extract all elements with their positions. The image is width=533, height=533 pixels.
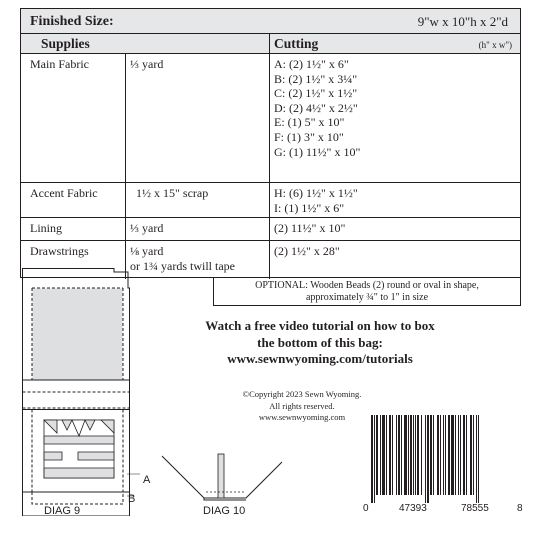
cutting-list: [274, 241, 519, 279]
finished-size-row: [21, 9, 520, 34]
barcode-bar: [425, 415, 426, 503]
barcode-bar: [427, 415, 429, 503]
cut-line: F: (1) 3" x 10": [274, 129, 344, 144]
table-row: [21, 54, 520, 183]
barcode-bar: [376, 415, 378, 495]
supply-name: Lining: [30, 221, 62, 235]
optional-line: approximately ¾" to 1" in size: [305, 292, 429, 303]
supply-amount: 1½ x 15" scrap: [136, 186, 209, 200]
barcode-bar: [466, 415, 467, 495]
barcode-bar: [389, 415, 391, 495]
cut-line: C: (2) 1½" x 1½": [274, 86, 358, 101]
amount-line: or 1¾ yards twill tape: [130, 258, 235, 273]
cut-line: (2) 11½" x 10": [274, 221, 346, 235]
tutorial-note: [165, 318, 475, 368]
barcode-image: [363, 413, 525, 503]
cut-line: I: (1) 1½" x 6": [274, 200, 345, 215]
copyright-block: [222, 389, 382, 424]
optional-note: [213, 278, 521, 306]
barcode-bar: [404, 415, 407, 495]
barcode-bar: [478, 415, 479, 503]
tutorial-url[interactable]: www.sewnwyoming.com/tutorials: [227, 351, 413, 366]
cut-line: A: (2) 1½" x 6": [274, 57, 349, 71]
barcode-bar: [401, 415, 402, 495]
table-row: [21, 183, 520, 218]
barcode-bar: [440, 415, 441, 495]
supply-amount: ⅓ yard: [130, 57, 164, 71]
barcode-bar: [473, 415, 474, 495]
barcode-bar: [371, 415, 373, 503]
diagram-9-illustration: [22, 268, 162, 516]
supply-name: Drawstrings: [30, 244, 89, 258]
diagram-10-label: DIAG 10: [203, 505, 246, 517]
barcode-bar: [451, 415, 454, 495]
diagram-label-a: A: [143, 474, 151, 486]
barcode-bar: [433, 415, 434, 495]
copyright-line: All rights reserved.: [269, 400, 335, 411]
barcode-bar: [460, 415, 461, 495]
diagram-9-label: DIAG 9: [44, 505, 81, 517]
barcode-bar: [374, 415, 375, 503]
cutting-header: Cutting: [274, 36, 319, 51]
finished-size-value: 9"w x 10"h x 2"d: [417, 14, 508, 29]
barcode-bar: [415, 415, 416, 495]
copyright-line: ©Copyright 2023 Sewn Wyoming.: [242, 389, 362, 399]
cutting-list: [274, 183, 519, 217]
barcode-bar: [410, 415, 412, 495]
barcode-bar: [455, 415, 456, 495]
barcode-bar: [463, 415, 465, 495]
diagram-label-b: B: [128, 493, 136, 505]
barcode-bar: [430, 415, 432, 495]
barcode-bar: [392, 415, 393, 495]
barcode-bar: [413, 415, 414, 495]
cut-line: (2) 1½" x 28": [274, 244, 340, 258]
barcode-digit-first: 0: [363, 503, 369, 514]
barcode-bar: [396, 415, 397, 495]
barcode-bar: [380, 415, 381, 495]
barcode-bar: [448, 415, 450, 495]
barcode-bar: [386, 415, 387, 495]
barcode-group-2: 78555: [461, 503, 489, 514]
cut-line: E: (1) 5" x 10": [274, 115, 345, 130]
table-header-row: [21, 34, 520, 54]
barcode-bar: [458, 415, 459, 495]
barcode-digit-last: 8: [517, 503, 523, 514]
barcode-bar: [382, 415, 385, 495]
supply-amount: ⅓ yard: [130, 221, 164, 235]
cutting-list: [274, 218, 519, 240]
cutting-unit-note: (h" x w"): [478, 40, 512, 50]
barcode-group-1: 47393: [399, 503, 427, 514]
cut-line: B: (2) 1½" x 3¼": [274, 71, 358, 86]
barcode-number: [363, 503, 525, 517]
cut-line: H: (6) 1½" x 1½": [274, 186, 358, 200]
barcode-bar: [421, 415, 422, 495]
table-row: [21, 218, 520, 241]
finished-size-label: Finished Size:: [30, 14, 114, 29]
barcode-bar: [443, 415, 444, 495]
optional-line: OPTIONAL: Wooden Beads (2) round or oval in shape,: [255, 280, 479, 291]
barcode-bar: [398, 415, 400, 495]
cut-line: D: (2) 4½" x 2½": [274, 100, 358, 115]
amount-line: ⅛ yard: [130, 244, 164, 258]
cut-line: G: (1) 11½" x 10": [274, 144, 361, 159]
barcode-bar: [437, 415, 439, 495]
barcode-bar: [417, 415, 419, 495]
supplies-header: Supplies: [41, 36, 90, 51]
supply-name: Main Fabric: [30, 57, 89, 71]
barcode-bar: [476, 415, 477, 503]
barcode-bar: [445, 415, 446, 495]
supply-name: Accent Fabric: [30, 186, 98, 200]
barcode-bar: [470, 415, 472, 495]
supplies-table: [20, 8, 521, 278]
tutorial-line: Watch a free video tutorial on how to box: [205, 318, 435, 333]
barcode-bar: [408, 415, 409, 495]
website-link[interactable]: www.sewnwyoming.com: [258, 412, 346, 422]
cutting-list: [274, 54, 519, 182]
tutorial-line: the bottom of this bag:: [257, 334, 383, 350]
